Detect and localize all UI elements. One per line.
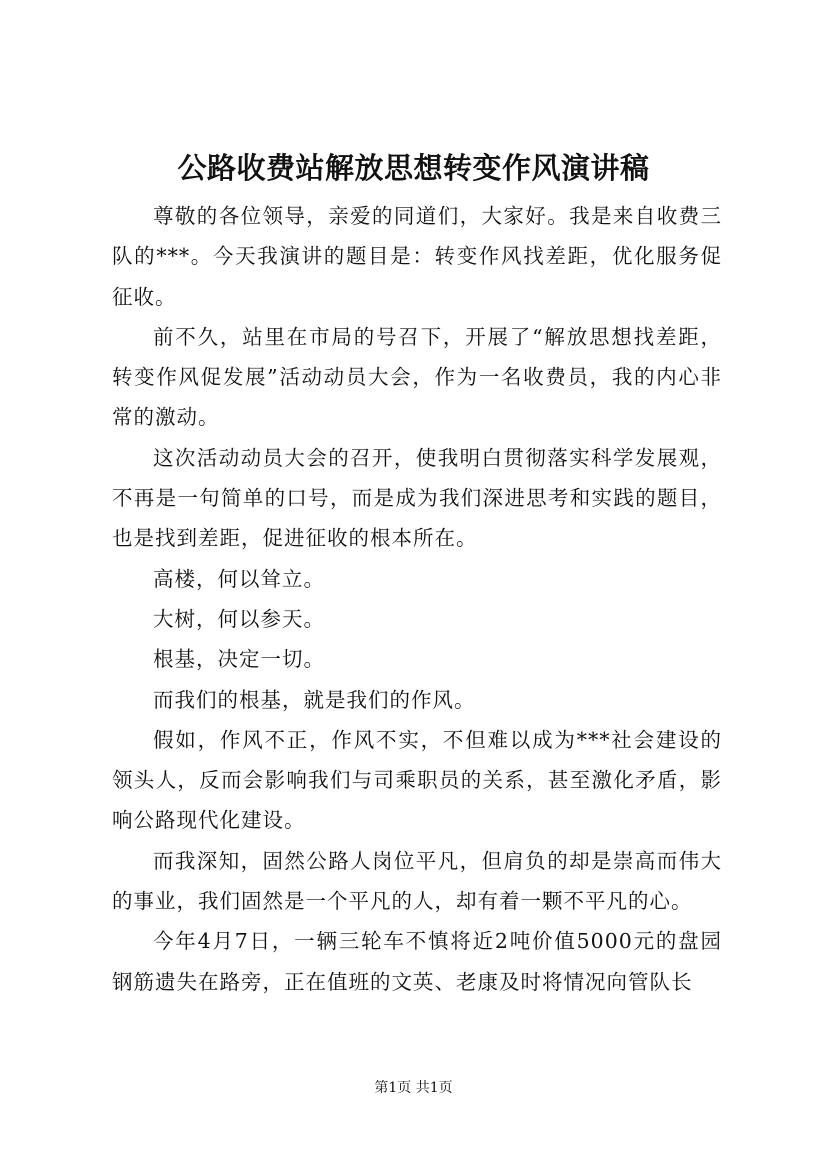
paragraph-4: 高楼，何以耸立。: [153, 566, 325, 591]
paragraph-5: 大树，何以参天。: [153, 606, 325, 631]
document-title: 公路收费站解放思想转变作风演讲稿: [177, 151, 650, 185]
paragraph-3: 这次活动动员大会的召开，使我明白贯彻落实科学发展观，不再是一句简单的口号，而是成为我们深进思考和实践的题目，也是找到差距，促进征收的根本所在。: [112, 445, 722, 551]
page-footer: 第1页 共1页: [374, 1080, 453, 1096]
paragraph-10: 今年4月7日，一辆三轮车不慎将近2吨价值5000元的盘园钢筋遗失在路旁，正在值班的文英、老康及时将情况向管队长: [112, 929, 722, 994]
paragraph-9: 而我深知，固然公路人岗位平凡，但肩负的却是崇高而伟大的事业，我们固然是一个平凡的人，却有着一颗不平凡的心。: [112, 848, 722, 914]
paragraph-7: 而我们的根基，就是我们的作风。: [153, 687, 476, 712]
paragraph-6: 根基，决定一切。: [153, 647, 325, 672]
paragraph-8: 假如，作风不正，作风不实，不但难以成为***社会建设的领头人，反而会影响我们与司乘职员的关系，甚至激化矛盾，影响公路现代化建设。: [112, 727, 722, 833]
paragraph-2: 前不久，站里在市局的号召下，开展了“解放思想找差距，转变作风促发展”活动动员大会，作为一名收费员，我的内心非常的激动。: [112, 324, 722, 430]
paragraph-1: 尊敬的各位领导，亲爱的同道们，大家好。我是来自收费三队的***。今天我演讲的题目是：转变作风找差距，优化服务促征收。: [112, 204, 722, 309]
document-body: [112, 196, 722, 1002]
